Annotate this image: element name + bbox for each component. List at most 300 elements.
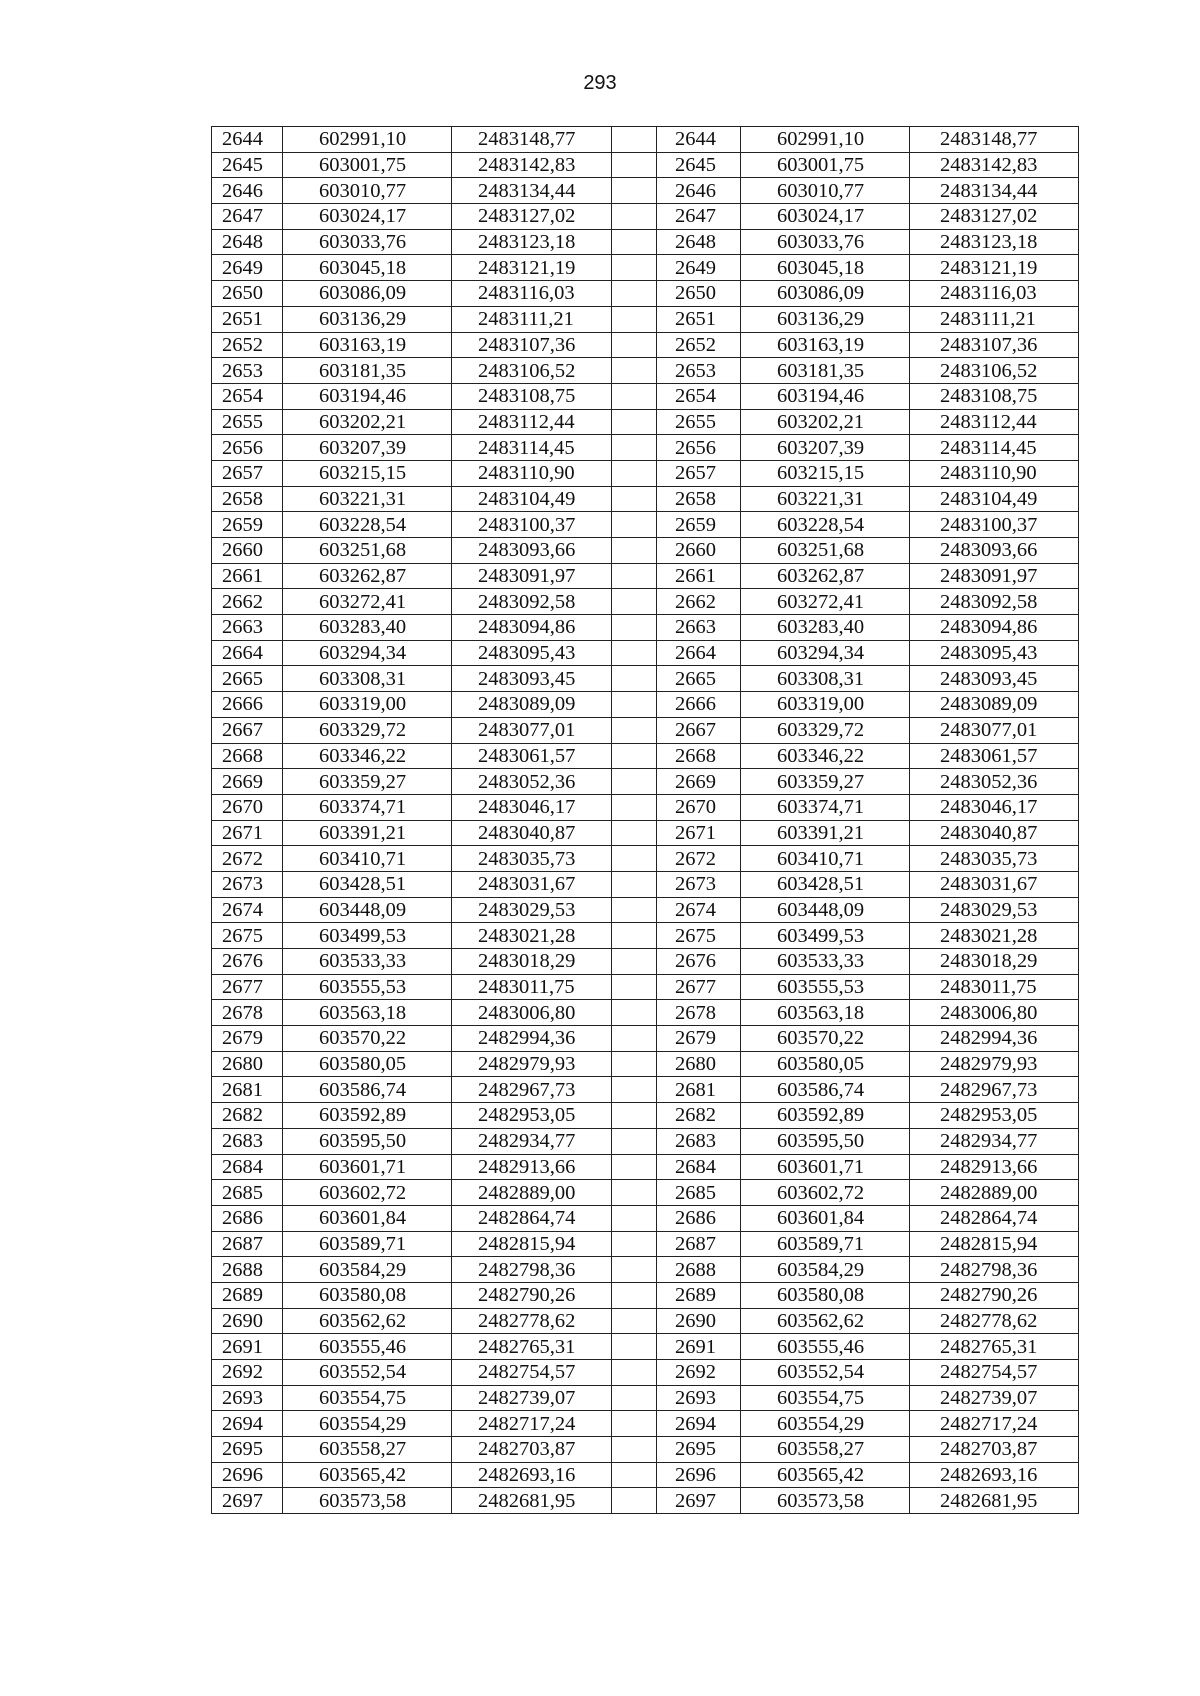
x-coordinate-cell: 603202,21 — [283, 409, 452, 435]
y-coordinate-cell: 2483104,49 — [452, 486, 612, 512]
table-row — [212, 1000, 1079, 1026]
y-coordinate-cell: 2482815,94 — [910, 1231, 1079, 1257]
point-number-cell: 2687 — [657, 1231, 741, 1257]
x-coordinate-cell: 603207,39 — [741, 435, 910, 461]
point-number-cell: 2693 — [657, 1385, 741, 1411]
y-coordinate-cell: 2482994,36 — [910, 1026, 1079, 1052]
y-coordinate-cell: 2482889,00 — [452, 1180, 612, 1206]
y-coordinate-cell: 2483107,36 — [910, 332, 1079, 358]
x-coordinate-cell: 603563,18 — [283, 1000, 452, 1026]
x-coordinate-cell: 603283,40 — [283, 615, 452, 641]
y-coordinate-cell: 2482765,31 — [910, 1334, 1079, 1360]
point-number-cell: 2675 — [657, 923, 741, 949]
y-coordinate-cell: 2483089,09 — [452, 692, 612, 718]
table-row — [212, 435, 1079, 461]
point-number-cell: 2666 — [212, 692, 283, 718]
point-number-cell: 2676 — [212, 949, 283, 975]
empty-separator-cell — [612, 1051, 657, 1077]
point-number-cell: 2651 — [657, 306, 741, 332]
y-coordinate-cell: 2483121,19 — [910, 255, 1079, 281]
y-coordinate-cell: 2482717,24 — [452, 1411, 612, 1437]
x-coordinate-cell: 603533,33 — [741, 949, 910, 975]
coordinates-table-body — [212, 127, 1079, 1514]
x-coordinate-cell: 603262,87 — [283, 563, 452, 589]
y-coordinate-cell: 2483029,53 — [910, 897, 1079, 923]
point-number-cell: 2693 — [212, 1385, 283, 1411]
x-coordinate-cell: 603262,87 — [741, 563, 910, 589]
point-number-cell: 2662 — [212, 589, 283, 615]
empty-separator-cell — [612, 306, 657, 332]
empty-separator-cell — [612, 281, 657, 307]
y-coordinate-cell: 2483100,37 — [452, 512, 612, 538]
point-number-cell: 2655 — [657, 409, 741, 435]
table-row — [212, 1026, 1079, 1052]
point-number-cell: 2660 — [657, 538, 741, 564]
table-row — [212, 512, 1079, 538]
point-number-cell: 2682 — [212, 1103, 283, 1129]
empty-separator-cell — [612, 692, 657, 718]
x-coordinate-cell: 603580,05 — [741, 1051, 910, 1077]
x-coordinate-cell: 603533,33 — [283, 949, 452, 975]
y-coordinate-cell: 2482889,00 — [910, 1180, 1079, 1206]
x-coordinate-cell: 603272,41 — [283, 589, 452, 615]
empty-separator-cell — [612, 897, 657, 923]
empty-separator-cell — [612, 1000, 657, 1026]
y-coordinate-cell: 2483106,52 — [452, 358, 612, 384]
x-coordinate-cell: 603580,05 — [283, 1051, 452, 1077]
x-coordinate-cell: 603601,84 — [741, 1205, 910, 1231]
x-coordinate-cell: 603228,54 — [283, 512, 452, 538]
empty-separator-cell — [612, 435, 657, 461]
table-row — [212, 1282, 1079, 1308]
point-number-cell: 2659 — [212, 512, 283, 538]
x-coordinate-cell: 603163,19 — [283, 332, 452, 358]
table-row — [212, 769, 1079, 795]
y-coordinate-cell: 2483112,44 — [910, 409, 1079, 435]
y-coordinate-cell: 2483095,43 — [452, 640, 612, 666]
point-number-cell: 2670 — [212, 794, 283, 820]
x-coordinate-cell: 603181,35 — [741, 358, 910, 384]
table-row — [212, 871, 1079, 897]
coordinates-table — [211, 126, 1079, 1514]
x-coordinate-cell: 603136,29 — [741, 306, 910, 332]
y-coordinate-cell: 2483134,44 — [452, 178, 612, 204]
empty-separator-cell — [612, 1077, 657, 1103]
table-row — [212, 178, 1079, 204]
x-coordinate-cell: 603552,54 — [283, 1360, 452, 1386]
point-number-cell: 2697 — [212, 1488, 283, 1514]
x-coordinate-cell: 603562,62 — [283, 1308, 452, 1334]
empty-separator-cell — [612, 1026, 657, 1052]
point-number-cell: 2650 — [212, 281, 283, 307]
empty-separator-cell — [612, 1231, 657, 1257]
x-coordinate-cell: 603346,22 — [283, 743, 452, 769]
x-coordinate-cell: 603554,29 — [741, 1411, 910, 1437]
table-row — [212, 538, 1079, 564]
y-coordinate-cell: 2483061,57 — [910, 743, 1079, 769]
table-row — [212, 820, 1079, 846]
empty-separator-cell — [612, 974, 657, 1000]
y-coordinate-cell: 2482913,66 — [910, 1154, 1079, 1180]
point-number-cell: 2663 — [657, 615, 741, 641]
y-coordinate-cell: 2482979,93 — [452, 1051, 612, 1077]
table-row — [212, 1437, 1079, 1463]
table-row — [212, 640, 1079, 666]
y-coordinate-cell: 2483142,83 — [452, 152, 612, 178]
table-row — [212, 1154, 1079, 1180]
x-coordinate-cell: 603194,46 — [283, 383, 452, 409]
y-coordinate-cell: 2483089,09 — [910, 692, 1079, 718]
empty-separator-cell — [612, 460, 657, 486]
point-number-cell: 2689 — [657, 1282, 741, 1308]
y-coordinate-cell: 2483031,67 — [910, 871, 1079, 897]
empty-separator-cell — [612, 923, 657, 949]
x-coordinate-cell: 603374,71 — [283, 794, 452, 820]
empty-separator-cell — [612, 1488, 657, 1514]
x-coordinate-cell: 603359,27 — [741, 769, 910, 795]
y-coordinate-cell: 2482967,73 — [452, 1077, 612, 1103]
table-row — [212, 383, 1079, 409]
y-coordinate-cell: 2483121,19 — [452, 255, 612, 281]
point-number-cell: 2688 — [657, 1257, 741, 1283]
y-coordinate-cell: 2483114,45 — [910, 435, 1079, 461]
y-coordinate-cell: 2482953,05 — [910, 1103, 1079, 1129]
y-coordinate-cell: 2483106,52 — [910, 358, 1079, 384]
table-row — [212, 460, 1079, 486]
table-row — [212, 1334, 1079, 1360]
point-number-cell: 2665 — [212, 666, 283, 692]
empty-separator-cell — [612, 512, 657, 538]
point-number-cell: 2676 — [657, 949, 741, 975]
y-coordinate-cell: 2482778,62 — [910, 1308, 1079, 1334]
point-number-cell: 2689 — [212, 1282, 283, 1308]
point-number-cell: 2655 — [212, 409, 283, 435]
y-coordinate-cell: 2482739,07 — [910, 1385, 1079, 1411]
point-number-cell: 2682 — [657, 1103, 741, 1129]
y-coordinate-cell: 2483108,75 — [910, 383, 1079, 409]
table-row — [212, 717, 1079, 743]
point-number-cell: 2667 — [212, 717, 283, 743]
y-coordinate-cell: 2483148,77 — [452, 127, 612, 153]
y-coordinate-cell: 2483077,01 — [910, 717, 1079, 743]
x-coordinate-cell: 603308,31 — [283, 666, 452, 692]
table-row — [212, 1077, 1079, 1103]
table-row — [212, 255, 1079, 281]
x-coordinate-cell: 603570,22 — [283, 1026, 452, 1052]
y-coordinate-cell: 2483035,73 — [910, 846, 1079, 872]
y-coordinate-cell: 2482934,77 — [452, 1128, 612, 1154]
table-row — [212, 486, 1079, 512]
empty-separator-cell — [612, 1282, 657, 1308]
table-row — [212, 1231, 1079, 1257]
point-number-cell: 2683 — [212, 1128, 283, 1154]
table-row — [212, 743, 1079, 769]
x-coordinate-cell: 603163,19 — [741, 332, 910, 358]
point-number-cell: 2669 — [212, 769, 283, 795]
x-coordinate-cell: 603329,72 — [741, 717, 910, 743]
y-coordinate-cell: 2482754,57 — [910, 1360, 1079, 1386]
point-number-cell: 2684 — [212, 1154, 283, 1180]
y-coordinate-cell: 2483029,53 — [452, 897, 612, 923]
x-coordinate-cell: 603207,39 — [283, 435, 452, 461]
point-number-cell: 2692 — [657, 1360, 741, 1386]
point-number-cell: 2653 — [212, 358, 283, 384]
empty-separator-cell — [612, 1154, 657, 1180]
x-coordinate-cell: 603589,71 — [283, 1231, 452, 1257]
y-coordinate-cell: 2483127,02 — [452, 204, 612, 230]
y-coordinate-cell: 2482798,36 — [452, 1257, 612, 1283]
empty-separator-cell — [612, 1308, 657, 1334]
y-coordinate-cell: 2482864,74 — [910, 1205, 1079, 1231]
point-number-cell: 2672 — [657, 846, 741, 872]
y-coordinate-cell: 2483093,66 — [452, 538, 612, 564]
x-coordinate-cell: 603565,42 — [741, 1462, 910, 1488]
y-coordinate-cell: 2482864,74 — [452, 1205, 612, 1231]
point-number-cell: 2658 — [657, 486, 741, 512]
x-coordinate-cell: 603563,18 — [741, 1000, 910, 1026]
y-coordinate-cell: 2482790,26 — [910, 1282, 1079, 1308]
y-coordinate-cell: 2483011,75 — [910, 974, 1079, 1000]
point-number-cell: 2695 — [657, 1437, 741, 1463]
table-row — [212, 281, 1079, 307]
point-number-cell: 2651 — [212, 306, 283, 332]
x-coordinate-cell: 603586,74 — [741, 1077, 910, 1103]
empty-separator-cell — [612, 846, 657, 872]
x-coordinate-cell: 603228,54 — [741, 512, 910, 538]
point-number-cell: 2679 — [657, 1026, 741, 1052]
table-row — [212, 666, 1079, 692]
y-coordinate-cell: 2483104,49 — [910, 486, 1079, 512]
x-coordinate-cell: 603272,41 — [741, 589, 910, 615]
empty-separator-cell — [612, 1205, 657, 1231]
x-coordinate-cell: 603565,42 — [283, 1462, 452, 1488]
point-number-cell: 2648 — [212, 229, 283, 255]
y-coordinate-cell: 2482693,16 — [910, 1462, 1079, 1488]
y-coordinate-cell: 2483116,03 — [910, 281, 1079, 307]
x-coordinate-cell: 603592,89 — [741, 1103, 910, 1129]
empty-separator-cell — [612, 589, 657, 615]
empty-separator-cell — [612, 615, 657, 641]
y-coordinate-cell: 2483100,37 — [910, 512, 1079, 538]
x-coordinate-cell: 603555,53 — [283, 974, 452, 1000]
point-number-cell: 2678 — [657, 1000, 741, 1026]
point-number-cell: 2654 — [657, 383, 741, 409]
point-number-cell: 2684 — [657, 1154, 741, 1180]
table-row — [212, 127, 1079, 153]
y-coordinate-cell: 2482967,73 — [910, 1077, 1079, 1103]
empty-separator-cell — [612, 820, 657, 846]
point-number-cell: 2666 — [657, 692, 741, 718]
point-number-cell: 2685 — [212, 1180, 283, 1206]
empty-separator-cell — [612, 358, 657, 384]
table-row — [212, 332, 1079, 358]
x-coordinate-cell: 603410,71 — [283, 846, 452, 872]
table-row — [212, 1488, 1079, 1514]
x-coordinate-cell: 603374,71 — [741, 794, 910, 820]
y-coordinate-cell: 2483095,43 — [910, 640, 1079, 666]
y-coordinate-cell: 2482703,87 — [452, 1437, 612, 1463]
point-number-cell: 2657 — [212, 460, 283, 486]
table-row — [212, 1128, 1079, 1154]
y-coordinate-cell: 2483018,29 — [452, 949, 612, 975]
x-coordinate-cell: 603580,08 — [283, 1282, 452, 1308]
x-coordinate-cell: 603391,21 — [283, 820, 452, 846]
x-coordinate-cell: 603584,29 — [741, 1257, 910, 1283]
y-coordinate-cell: 2482717,24 — [910, 1411, 1079, 1437]
point-number-cell: 2680 — [657, 1051, 741, 1077]
x-coordinate-cell: 603033,76 — [283, 229, 452, 255]
point-number-cell: 2647 — [212, 204, 283, 230]
y-coordinate-cell: 2483148,77 — [910, 127, 1079, 153]
x-coordinate-cell: 603601,71 — [741, 1154, 910, 1180]
y-coordinate-cell: 2483092,58 — [910, 589, 1079, 615]
x-coordinate-cell: 603499,53 — [741, 923, 910, 949]
x-coordinate-cell: 603558,27 — [741, 1437, 910, 1463]
x-coordinate-cell: 603283,40 — [741, 615, 910, 641]
empty-separator-cell — [612, 1385, 657, 1411]
x-coordinate-cell: 603346,22 — [741, 743, 910, 769]
empty-separator-cell — [612, 127, 657, 153]
x-coordinate-cell: 602991,10 — [283, 127, 452, 153]
point-number-cell: 2661 — [212, 563, 283, 589]
empty-separator-cell — [612, 409, 657, 435]
x-coordinate-cell: 603136,29 — [283, 306, 452, 332]
point-number-cell: 2665 — [657, 666, 741, 692]
y-coordinate-cell: 2483006,80 — [452, 1000, 612, 1026]
x-coordinate-cell: 603221,31 — [283, 486, 452, 512]
point-number-cell: 2688 — [212, 1257, 283, 1283]
y-coordinate-cell: 2483094,86 — [452, 615, 612, 641]
y-coordinate-cell: 2483094,86 — [910, 615, 1079, 641]
table-row — [212, 1385, 1079, 1411]
point-number-cell: 2673 — [212, 871, 283, 897]
x-coordinate-cell: 603294,34 — [283, 640, 452, 666]
y-coordinate-cell: 2483110,90 — [910, 460, 1079, 486]
x-coordinate-cell: 603601,84 — [283, 1205, 452, 1231]
y-coordinate-cell: 2482739,07 — [452, 1385, 612, 1411]
y-coordinate-cell: 2482681,95 — [452, 1488, 612, 1514]
empty-separator-cell — [612, 538, 657, 564]
x-coordinate-cell: 603595,50 — [283, 1128, 452, 1154]
point-number-cell: 2652 — [212, 332, 283, 358]
point-number-cell: 2656 — [212, 435, 283, 461]
empty-separator-cell — [612, 332, 657, 358]
x-coordinate-cell: 603602,72 — [741, 1180, 910, 1206]
point-number-cell: 2646 — [657, 178, 741, 204]
y-coordinate-cell: 2482815,94 — [452, 1231, 612, 1257]
table-row — [212, 1257, 1079, 1283]
empty-separator-cell — [612, 666, 657, 692]
x-coordinate-cell: 603558,27 — [283, 1437, 452, 1463]
y-coordinate-cell: 2483011,75 — [452, 974, 612, 1000]
empty-separator-cell — [612, 178, 657, 204]
y-coordinate-cell: 2482994,36 — [452, 1026, 612, 1052]
point-number-cell: 2672 — [212, 846, 283, 872]
y-coordinate-cell: 2482693,16 — [452, 1462, 612, 1488]
empty-separator-cell — [612, 949, 657, 975]
y-coordinate-cell: 2482953,05 — [452, 1103, 612, 1129]
point-number-cell: 2653 — [657, 358, 741, 384]
y-coordinate-cell: 2482934,77 — [910, 1128, 1079, 1154]
x-coordinate-cell: 603595,50 — [741, 1128, 910, 1154]
point-number-cell: 2654 — [212, 383, 283, 409]
empty-separator-cell — [612, 229, 657, 255]
point-number-cell: 2657 — [657, 460, 741, 486]
empty-separator-cell — [612, 486, 657, 512]
x-coordinate-cell: 603215,15 — [283, 460, 452, 486]
x-coordinate-cell: 603033,76 — [741, 229, 910, 255]
point-number-cell: 2677 — [212, 974, 283, 1000]
x-coordinate-cell: 603573,58 — [741, 1488, 910, 1514]
y-coordinate-cell: 2483052,36 — [452, 769, 612, 795]
x-coordinate-cell: 603391,21 — [741, 820, 910, 846]
point-number-cell: 2652 — [657, 332, 741, 358]
point-number-cell: 2656 — [657, 435, 741, 461]
x-coordinate-cell: 603554,75 — [741, 1385, 910, 1411]
table-row — [212, 563, 1079, 589]
point-number-cell: 2677 — [657, 974, 741, 1000]
x-coordinate-cell: 603359,27 — [283, 769, 452, 795]
x-coordinate-cell: 603308,31 — [741, 666, 910, 692]
point-number-cell: 2680 — [212, 1051, 283, 1077]
table-row — [212, 923, 1079, 949]
point-number-cell: 2690 — [212, 1308, 283, 1334]
y-coordinate-cell: 2483077,01 — [452, 717, 612, 743]
x-coordinate-cell: 603181,35 — [283, 358, 452, 384]
y-coordinate-cell: 2483111,21 — [452, 306, 612, 332]
y-coordinate-cell: 2482778,62 — [452, 1308, 612, 1334]
page-number: 293 — [583, 72, 617, 94]
empty-separator-cell — [612, 769, 657, 795]
y-coordinate-cell: 2482798,36 — [910, 1257, 1079, 1283]
y-coordinate-cell: 2483114,45 — [452, 435, 612, 461]
point-number-cell: 2679 — [212, 1026, 283, 1052]
x-coordinate-cell: 603499,53 — [283, 923, 452, 949]
point-number-cell: 2685 — [657, 1180, 741, 1206]
empty-separator-cell — [612, 1128, 657, 1154]
y-coordinate-cell: 2483052,36 — [910, 769, 1079, 795]
x-coordinate-cell: 603010,77 — [741, 178, 910, 204]
point-number-cell: 2649 — [657, 255, 741, 281]
y-coordinate-cell: 2482790,26 — [452, 1282, 612, 1308]
point-number-cell: 2644 — [212, 127, 283, 153]
x-coordinate-cell: 603202,21 — [741, 409, 910, 435]
point-number-cell: 2647 — [657, 204, 741, 230]
y-coordinate-cell: 2483123,18 — [910, 229, 1079, 255]
x-coordinate-cell: 603586,74 — [283, 1077, 452, 1103]
y-coordinate-cell: 2483107,36 — [452, 332, 612, 358]
table-row — [212, 846, 1079, 872]
y-coordinate-cell: 2483040,87 — [452, 820, 612, 846]
x-coordinate-cell: 603010,77 — [283, 178, 452, 204]
y-coordinate-cell: 2483061,57 — [452, 743, 612, 769]
point-number-cell: 2675 — [212, 923, 283, 949]
point-number-cell: 2673 — [657, 871, 741, 897]
point-number-cell: 2681 — [212, 1077, 283, 1103]
empty-separator-cell — [612, 1103, 657, 1129]
y-coordinate-cell: 2482913,66 — [452, 1154, 612, 1180]
x-coordinate-cell: 603589,71 — [741, 1231, 910, 1257]
point-number-cell: 2678 — [212, 1000, 283, 1026]
empty-separator-cell — [612, 152, 657, 178]
x-coordinate-cell: 603319,00 — [741, 692, 910, 718]
point-number-cell: 2671 — [212, 820, 283, 846]
table-row — [212, 358, 1079, 384]
y-coordinate-cell: 2483142,83 — [910, 152, 1079, 178]
y-coordinate-cell: 2483111,21 — [910, 306, 1079, 332]
empty-separator-cell — [612, 383, 657, 409]
table-row — [212, 974, 1079, 1000]
